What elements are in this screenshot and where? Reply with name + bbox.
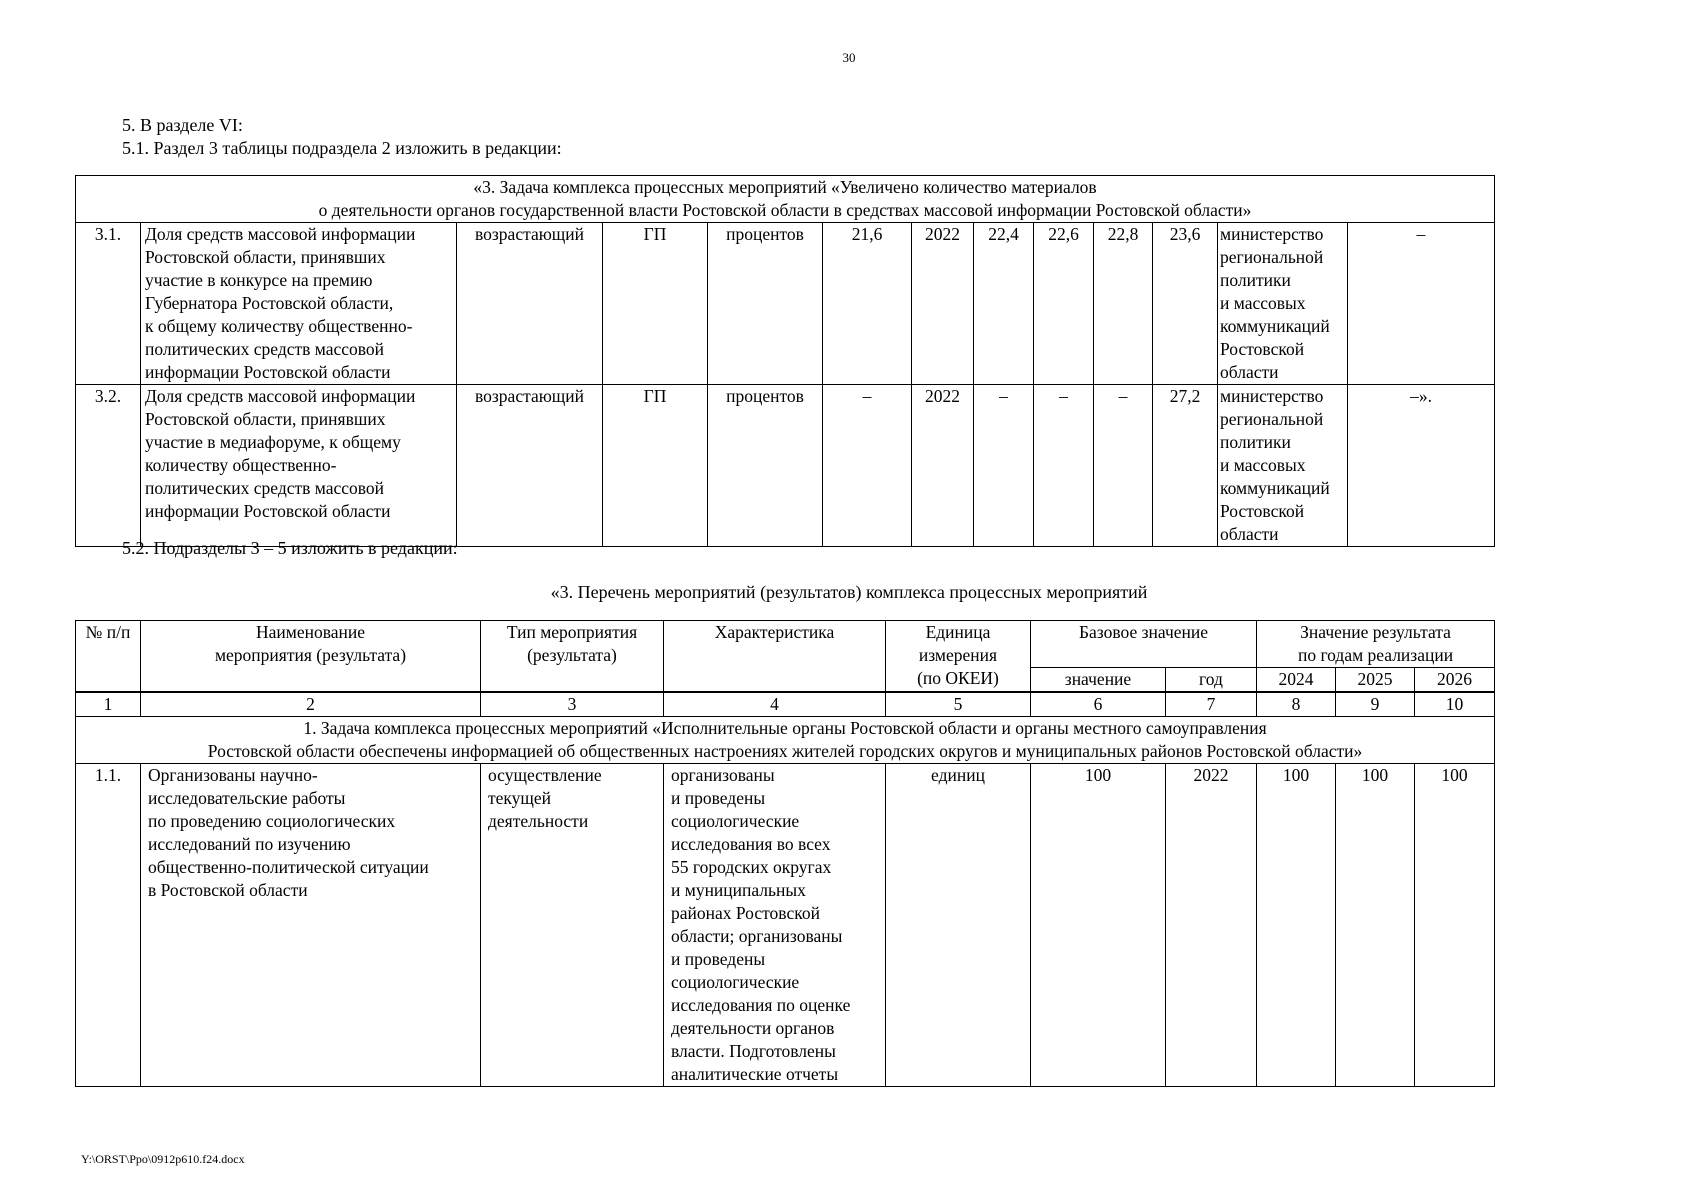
measures-table bbox=[75, 620, 1495, 1087]
header-base-year: год bbox=[1166, 668, 1257, 693]
header-num: № п/п bbox=[76, 621, 141, 693]
base-value: – bbox=[823, 385, 912, 547]
measure-base-year: 2022 bbox=[1166, 764, 1257, 1087]
col-number: 4 bbox=[664, 692, 886, 717]
measure-unit: единиц bbox=[886, 764, 1031, 1087]
col-number: 10 bbox=[1415, 692, 1495, 717]
value-3: 22,8 bbox=[1094, 223, 1153, 385]
col-number: 8 bbox=[1257, 692, 1336, 717]
table-row bbox=[76, 764, 1495, 1087]
responsible: министерство региональной политики и массовых коммуникаций Ростовской области bbox=[1218, 223, 1348, 385]
intro-line-1: 5. В разделе VI: bbox=[122, 115, 243, 135]
unit: процентов bbox=[708, 223, 823, 385]
task-1-header: 1. Задача комплекса процессных мероприятий «Исполнительные органы Ростовской области и органы местного самоуправления Ростовской области обеспечены информацией об общественных настроениях жителей городских округов и муниципальных районов Ростовской области» bbox=[76, 717, 1495, 764]
base-value: 21,6 bbox=[823, 223, 912, 385]
base-year: 2022 bbox=[912, 385, 974, 547]
row-number: 3.2. bbox=[76, 385, 141, 547]
measure-2026: 100 bbox=[1415, 764, 1495, 1087]
header-unit: Единица измерения (по ОКЕИ) bbox=[886, 621, 1031, 693]
unit: процентов bbox=[708, 385, 823, 547]
value-1: – bbox=[974, 385, 1034, 547]
col-number: 3 bbox=[481, 692, 664, 717]
col-number: 9 bbox=[1336, 692, 1415, 717]
header-base-value: значение bbox=[1031, 668, 1166, 693]
section-5-2: 5.2. Подразделы 3 – 5 изложить в редакции: bbox=[122, 538, 458, 558]
last-column: –». bbox=[1348, 385, 1495, 547]
measure-characteristic: организованы и проведены социологические исследования во всех 55 городских округах и муниципальных районах Ростовской области; организованы и проведены социологические исследования по оценке деятельности органов власти. Подготовлены аналитические отчеты bbox=[664, 764, 886, 1087]
intro-line-2: 5.1. Раздел 3 таблицы подраздела 2 изложить в редакции: bbox=[122, 138, 562, 158]
row-number: 3.1. bbox=[76, 223, 141, 385]
measure-name: Организованы научно- исследовательские работы по проведению социологических исследований по изучению общественно-политической ситуации в Ростовской области bbox=[141, 764, 481, 1087]
header-type: Тип мероприятия (результата) bbox=[481, 621, 664, 693]
measure-base-value: 100 bbox=[1031, 764, 1166, 1087]
header-base: Базовое значение bbox=[1031, 621, 1257, 668]
table2-title: «3. Перечень мероприятий (результатов) комплекса процессных мероприятий bbox=[550, 582, 1148, 602]
header-characteristic: Характеристика bbox=[664, 621, 886, 693]
table-row bbox=[76, 385, 1495, 547]
level: ГП bbox=[603, 223, 708, 385]
value-4: 27,2 bbox=[1153, 385, 1218, 547]
value-1: 22,4 bbox=[974, 223, 1034, 385]
task-3-header: «3. Задача комплекса процессных мероприятий «Увеличено количество материалов о деятельности органов государственной власти Ростовской области в средствах массовой информации Ростовской области» bbox=[76, 176, 1495, 223]
responsible: министерство региональной политики и массовых коммуникаций Ростовской области bbox=[1218, 385, 1348, 547]
measure-type: осуществление текущей деятельности bbox=[481, 764, 664, 1087]
header-name: Наименование мероприятия (результата) bbox=[141, 621, 481, 693]
file-path-footer: Y:\ORST\Ppo\0912p610.f24.docx bbox=[81, 1152, 245, 1166]
last-column: – bbox=[1348, 223, 1495, 385]
level: ГП bbox=[603, 385, 708, 547]
table-row bbox=[76, 223, 1495, 385]
header-result: Значение результата по годам реализации bbox=[1257, 621, 1495, 668]
value-2: 22,6 bbox=[1034, 223, 1094, 385]
header-2026: 2026 bbox=[1415, 668, 1495, 693]
trend: возрастающий bbox=[457, 223, 603, 385]
value-3: – bbox=[1094, 385, 1153, 547]
measure-2024: 100 bbox=[1257, 764, 1336, 1087]
indicator-name: Доля средств массовой информации Ростовской области, принявших участие в конкурсе на премию Губернатора Ростовской области, к общему количеству общественно- политических средств массовой информации Ростовской области bbox=[141, 223, 457, 385]
page-number: 30 bbox=[842, 50, 856, 65]
base-year: 2022 bbox=[912, 223, 974, 385]
indicators-table bbox=[75, 175, 1495, 547]
indicator-name: Доля средств массовой информации Ростовской области, принявших участие в медиафоруме, к общему количеству общественно- политических средств массовой информации Ростовской области bbox=[141, 385, 457, 547]
col-number: 1 bbox=[76, 692, 141, 717]
value-4: 23,6 bbox=[1153, 223, 1218, 385]
row-number: 1.1. bbox=[76, 764, 141, 1087]
col-number: 7 bbox=[1166, 692, 1257, 717]
trend: возрастающий bbox=[457, 385, 603, 547]
col-number: 2 bbox=[141, 692, 481, 717]
header-2024: 2024 bbox=[1257, 668, 1336, 693]
value-2: – bbox=[1034, 385, 1094, 547]
col-number: 6 bbox=[1031, 692, 1166, 717]
header-2025: 2025 bbox=[1336, 668, 1415, 693]
measure-2025: 100 bbox=[1336, 764, 1415, 1087]
col-number: 5 bbox=[886, 692, 1031, 717]
